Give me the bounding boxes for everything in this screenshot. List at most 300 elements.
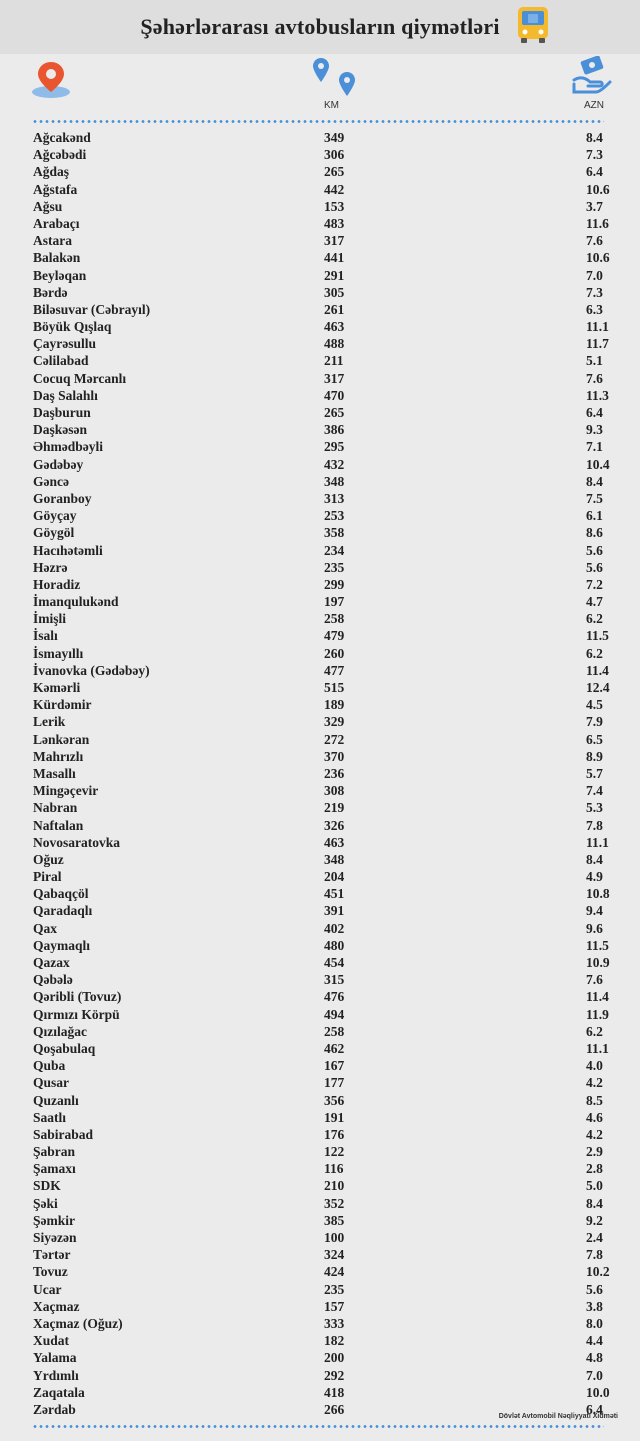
price-azn: 4.6	[586, 1109, 603, 1125]
table-row	[0, 1332, 640, 1349]
distance-km: 418	[324, 1384, 345, 1400]
distance-km: 253	[324, 508, 345, 524]
city-name: Qırmızı Körpü	[33, 1006, 120, 1022]
distance-km: 479	[324, 628, 345, 644]
table-row	[0, 559, 640, 576]
distance-km: 333	[324, 1315, 345, 1331]
price-azn: 11.5	[586, 937, 609, 953]
table-row	[0, 679, 640, 696]
city-name: Horadiz	[33, 576, 81, 592]
price-azn: 4.0	[586, 1058, 603, 1074]
distance-km: 463	[324, 834, 345, 850]
distance-km: 266	[324, 1401, 345, 1417]
table-row	[0, 920, 640, 937]
city-name: Qax	[33, 920, 58, 936]
city-name: Qoşabulaq	[33, 1040, 96, 1056]
city-name: Tovuz	[33, 1264, 68, 1280]
city-name: Ağsu	[33, 198, 63, 214]
city-name: Daşkəsən	[33, 422, 88, 438]
city-name: Quzanlı	[33, 1092, 79, 1108]
table-row	[0, 1212, 640, 1229]
table-row	[0, 1229, 640, 1246]
price-azn: 3.7	[586, 198, 603, 214]
price-azn: 6.4	[586, 164, 603, 180]
price-azn: 2.9	[586, 1144, 603, 1160]
distance-km: 477	[324, 662, 345, 678]
city-name: Goranboy	[33, 490, 92, 506]
table-row	[0, 731, 640, 748]
table-row	[0, 662, 640, 679]
price-azn: 7.2	[586, 576, 603, 592]
price-azn: 5.6	[586, 559, 603, 575]
table-row	[0, 456, 640, 473]
city-name: Biləsuvar (Cəbrayıl)	[33, 301, 151, 317]
distance-km: 451	[324, 886, 345, 902]
city-name: Ucar	[33, 1281, 62, 1297]
distance-km: 454	[324, 955, 345, 970]
city-name: İmanqulukənd	[33, 594, 119, 610]
distance-km: 463	[324, 319, 345, 335]
price-azn: 5.7	[586, 765, 603, 781]
distance-km: 204	[324, 869, 345, 885]
table-row	[0, 696, 640, 713]
distance-km: 265	[324, 405, 345, 420]
table-row	[0, 318, 640, 335]
distance-km: 189	[324, 697, 345, 713]
distance-km: 219	[324, 800, 345, 816]
header-divider	[32, 120, 604, 123]
table-row	[0, 1143, 640, 1160]
city-name: Çayrəsullu	[33, 336, 97, 352]
distance-km: 295	[324, 439, 345, 455]
distance-km: 470	[324, 387, 345, 403]
table-row	[0, 215, 640, 232]
price-azn: 7.3	[586, 147, 603, 163]
price-azn: 4.5	[586, 697, 603, 713]
hand-money-icon	[570, 56, 612, 96]
table-row	[0, 1177, 640, 1194]
city-name: İsalı	[33, 628, 58, 644]
price-azn: 11.6	[586, 215, 609, 231]
price-azn: 11.1	[586, 834, 609, 850]
city-name: Nabran	[33, 800, 78, 816]
price-azn: 8.4	[586, 473, 603, 489]
table-row	[0, 902, 640, 919]
table-row	[0, 627, 640, 644]
price-azn: 9.4	[586, 903, 603, 919]
table-row	[0, 593, 640, 610]
table-row	[0, 1263, 640, 1280]
price-azn: 5.6	[586, 542, 603, 558]
price-azn: 10.6	[586, 181, 610, 197]
price-azn: 8.6	[586, 525, 603, 541]
table-row	[0, 748, 640, 765]
price-azn: 11.3	[586, 387, 609, 403]
city-name: Göygöl	[33, 525, 75, 541]
city-name: Şabran	[33, 1144, 76, 1160]
city-name: Ağcakənd	[33, 130, 91, 145]
city-name: Böyük Qışlaq	[33, 319, 112, 335]
city-name: Xudat	[33, 1333, 70, 1349]
table-row	[0, 645, 640, 662]
distance-km: 182	[324, 1333, 345, 1349]
distance-km: 391	[324, 903, 345, 919]
city-name: Astara	[33, 233, 72, 249]
distance-km: 258	[324, 1023, 345, 1039]
table-row	[0, 576, 640, 593]
table-row	[0, 335, 640, 352]
bus-icon	[516, 5, 550, 45]
distance-km: 317	[324, 233, 345, 249]
source-footer: Dövlət Avtomobil Nəqliyyatı Xidməti	[498, 1413, 618, 1420]
price-azn: 3.8	[586, 1298, 603, 1314]
table-row	[0, 937, 640, 954]
distance-km: 432	[324, 456, 345, 472]
distance-km: 260	[324, 645, 345, 661]
price-azn: 11.7	[586, 336, 609, 352]
city-name: Beyləqan	[33, 267, 87, 283]
table-row	[0, 370, 640, 387]
distance-km: 402	[324, 920, 345, 936]
city-name: Ağstafa	[33, 181, 78, 197]
distance-km: 305	[324, 284, 345, 300]
price-azn: 6.2	[586, 1023, 603, 1039]
table-row	[0, 473, 640, 490]
price-azn: 7.5	[586, 490, 603, 506]
table-row	[0, 1281, 640, 1298]
price-azn: 4.8	[586, 1350, 603, 1366]
distance-km: 197	[324, 594, 345, 610]
city-name: Daş Salahlı	[33, 387, 98, 403]
city-name: Cocuq Mərcanlı	[33, 370, 127, 386]
table-row	[0, 542, 640, 559]
table-row	[0, 834, 640, 851]
distance-km: 292	[324, 1367, 345, 1383]
table-row	[0, 1160, 640, 1177]
price-azn: 4.7	[586, 594, 603, 610]
distance-km: 358	[324, 525, 345, 541]
city-name: İvanovka (Gədəbəy)	[33, 662, 150, 678]
price-azn: 10.2	[586, 1264, 610, 1280]
distance-km: 265	[324, 164, 345, 180]
distance-km: 176	[324, 1126, 345, 1142]
city-name: Xaçmaz (Oğuz)	[33, 1315, 123, 1331]
price-azn: 2.8	[586, 1161, 603, 1177]
price-azn: 5.0	[586, 1178, 603, 1194]
price-azn: 11.5	[586, 628, 609, 644]
city-name: Həzrə	[33, 559, 68, 575]
table-row	[0, 1349, 640, 1366]
distance-km: 210	[324, 1178, 345, 1194]
distance-km: 483	[324, 215, 345, 231]
table-row	[0, 301, 640, 318]
city-name: Xaçmaz	[33, 1298, 80, 1314]
price-azn: 7.8	[586, 817, 603, 833]
price-azn: 10.0	[586, 1384, 610, 1400]
distance-km: 308	[324, 783, 345, 799]
city-name: Yalama	[33, 1350, 77, 1366]
distance-km: 317	[324, 370, 345, 386]
city-name: Quba	[33, 1058, 66, 1074]
table-row	[0, 352, 640, 369]
distance-km: 386	[324, 422, 345, 438]
distance-km: 200	[324, 1350, 345, 1366]
page-title: Şəhərlərarası avtobusların qiymətləri	[140, 14, 500, 39]
city-name: Daşburun	[33, 405, 91, 420]
table-row	[0, 799, 640, 816]
distance-km: 235	[324, 559, 345, 575]
table-row	[0, 1367, 640, 1384]
city-name: Şəmkir	[33, 1212, 75, 1228]
table-row	[0, 817, 640, 834]
table-row	[0, 284, 640, 301]
table-row	[0, 267, 640, 284]
price-azn: 10.6	[586, 250, 610, 266]
price-azn: 8.4	[586, 1195, 603, 1211]
table-row	[0, 971, 640, 988]
city-name: Tərtər	[33, 1247, 71, 1263]
distance-km: 211	[324, 353, 344, 369]
city-name: Saatlı	[33, 1109, 67, 1125]
distance-km: 326	[324, 817, 345, 833]
city-name: Naftalan	[33, 817, 84, 833]
city-name: Qəbələ	[33, 972, 73, 988]
table-row	[0, 1246, 640, 1263]
table-row	[0, 421, 640, 438]
city-name: Zərdab	[33, 1401, 76, 1417]
city-name: Piral	[33, 869, 62, 885]
price-azn: 8.0	[586, 1315, 603, 1331]
distance-km: 116	[324, 1161, 344, 1177]
table-row	[0, 232, 640, 249]
price-azn: 10.9	[586, 955, 610, 970]
city-name: Hacıhətəmli	[33, 542, 103, 558]
city-name: Qızılağac	[33, 1023, 87, 1039]
city-name: Qazax	[33, 955, 70, 970]
city-name: Qaymaqlı	[33, 937, 91, 953]
city-name: Zaqatala	[33, 1384, 85, 1400]
distance-km: 153	[324, 198, 345, 214]
price-azn: 9.6	[586, 920, 603, 936]
table-row	[0, 524, 640, 541]
table-row	[0, 163, 640, 180]
city-name: Kürdəmir	[33, 697, 92, 713]
table-row	[0, 782, 640, 799]
price-azn: 8.4	[586, 851, 603, 867]
city-name: Sabirabad	[33, 1126, 94, 1142]
table-row	[0, 438, 640, 455]
table-row	[0, 954, 640, 971]
price-azn: 7.8	[586, 1247, 603, 1263]
city-name: Göyçay	[33, 508, 77, 524]
distance-km: 100	[324, 1230, 345, 1245]
city-name: SDK	[33, 1178, 61, 1194]
price-azn: 6.5	[586, 731, 603, 747]
price-azn: 7.3	[586, 284, 603, 300]
table-row	[0, 387, 640, 404]
table-row	[0, 1023, 640, 1040]
price-azn: 7.1	[586, 439, 603, 455]
table-row	[0, 713, 640, 730]
price-azn: 4.9	[586, 869, 603, 885]
price-azn: 6.4	[586, 405, 603, 420]
distance-km: 234	[324, 542, 345, 558]
distance-km: 476	[324, 989, 345, 1005]
distance-km: 299	[324, 576, 345, 592]
price-table	[0, 129, 640, 1418]
table-row	[0, 507, 640, 524]
city-name: Kəmərli	[33, 680, 81, 695]
price-azn: 6.4	[586, 1401, 603, 1417]
city-name: Oğuz	[33, 851, 64, 867]
price-azn: 7.6	[586, 233, 603, 249]
city-name: Yrdımlı	[33, 1367, 79, 1383]
price-azn: 2.4	[586, 1230, 603, 1245]
table-row	[0, 490, 640, 507]
price-azn: 8.9	[586, 748, 603, 764]
price-azn: 6.2	[586, 645, 603, 661]
price-azn: 11.4	[586, 989, 609, 1005]
distance-km: 313	[324, 490, 345, 506]
distance-km: 324	[324, 1247, 345, 1263]
distance-km: 261	[324, 301, 345, 317]
price-azn: 9.3	[586, 422, 603, 438]
distance-km: 329	[324, 714, 345, 730]
city-name: Lerik	[33, 714, 66, 730]
city-name: Şamaxı	[33, 1161, 76, 1177]
distance-km: 480	[324, 937, 345, 953]
distance-km: 272	[324, 731, 345, 747]
city-name: İsmayıllı	[33, 645, 84, 661]
city-name: Gəncə	[33, 473, 69, 489]
table-row	[0, 1006, 640, 1023]
table-row	[0, 198, 640, 215]
table-row	[0, 1074, 640, 1091]
azn-column-header: AZN	[584, 100, 604, 111]
city-name: Şəki	[33, 1195, 58, 1211]
table-row	[0, 988, 640, 1005]
distance-km: 494	[324, 1006, 345, 1022]
price-azn: 7.6	[586, 370, 603, 386]
table-row	[0, 1195, 640, 1212]
price-azn: 10.8	[586, 886, 610, 902]
location-pin-icon	[30, 58, 72, 100]
distance-km: 157	[324, 1298, 345, 1314]
distance-km: 235	[324, 1281, 345, 1297]
city-name: Siyəzən	[33, 1230, 77, 1245]
price-azn: 7.0	[586, 1367, 603, 1383]
distance-km: 306	[324, 147, 345, 163]
price-azn: 7.0	[586, 267, 603, 283]
city-name: Balakən	[33, 250, 81, 266]
price-azn: 7.9	[586, 714, 603, 730]
distance-km: 462	[324, 1040, 345, 1056]
city-name: Cəlilabad	[33, 353, 89, 369]
distance-km: 385	[324, 1212, 345, 1228]
price-azn: 9.2	[586, 1212, 603, 1228]
distance-km: 167	[324, 1058, 345, 1074]
city-name: Lənkəran	[33, 731, 90, 747]
price-azn: 11.1	[586, 319, 609, 335]
distance-km: 356	[324, 1092, 345, 1108]
city-name: Ağdaş	[33, 164, 70, 180]
table-row	[0, 885, 640, 902]
city-name: Mahrızlı	[33, 748, 84, 764]
distance-km: 352	[324, 1195, 345, 1211]
distance-km: 442	[324, 181, 345, 197]
table-row	[0, 1040, 640, 1057]
city-name: Masallı	[33, 765, 76, 781]
table-row	[0, 404, 640, 421]
city-name: Əhmədbəyli	[33, 439, 103, 455]
route-pins-icon	[310, 58, 358, 100]
price-azn: 6.2	[586, 611, 603, 627]
price-azn: 8.5	[586, 1092, 603, 1108]
city-name: İmişli	[33, 611, 67, 627]
price-azn: 5.6	[586, 1281, 603, 1297]
table-row	[0, 181, 640, 198]
distance-km: 291	[324, 267, 345, 283]
price-azn: 11.4	[586, 662, 609, 678]
city-name: Gədəbəy	[33, 456, 84, 472]
table-row	[0, 129, 640, 146]
table-row	[0, 868, 640, 885]
table-row	[0, 1315, 640, 1332]
city-name: Mingəçevir	[33, 783, 99, 799]
price-azn: 4.2	[586, 1075, 603, 1091]
km-column-header: KM	[324, 100, 339, 111]
price-azn: 4.2	[586, 1126, 603, 1142]
price-azn: 6.3	[586, 301, 603, 317]
price-azn: 10.4	[586, 456, 610, 472]
city-name: Ağcəbədi	[33, 147, 87, 163]
city-name: Arabaçı	[33, 215, 80, 231]
table-row	[0, 146, 640, 163]
price-azn: 11.1	[586, 1040, 609, 1056]
city-name: Qabaqçöl	[33, 886, 89, 902]
distance-km: 348	[324, 473, 345, 489]
table-row	[0, 765, 640, 782]
distance-km: 441	[324, 250, 345, 266]
table-row	[0, 1298, 640, 1315]
distance-km: 122	[324, 1144, 345, 1160]
city-name: Novosaratovka	[33, 834, 120, 850]
table-row	[0, 249, 640, 266]
table-row	[0, 1092, 640, 1109]
price-azn: 7.6	[586, 972, 603, 988]
footer-divider	[32, 1425, 604, 1428]
price-azn: 4.4	[586, 1333, 603, 1349]
distance-km: 370	[324, 748, 345, 764]
price-azn: 5.1	[586, 353, 603, 369]
table-row	[0, 610, 640, 627]
city-name: Qəribli (Tovuz)	[33, 989, 122, 1005]
price-azn: 7.4	[586, 783, 603, 799]
distance-km: 349	[324, 130, 345, 145]
table-row	[0, 1384, 640, 1401]
distance-km: 258	[324, 611, 345, 627]
price-azn: 5.3	[586, 800, 603, 816]
distance-km: 177	[324, 1075, 345, 1091]
distance-km: 515	[324, 680, 345, 695]
price-azn: 6.1	[586, 508, 603, 524]
distance-km: 236	[324, 765, 345, 781]
price-azn: 8.4	[586, 130, 603, 145]
table-row	[0, 1126, 640, 1143]
distance-km: 424	[324, 1264, 345, 1280]
table-row	[0, 851, 640, 868]
distance-km: 348	[324, 851, 345, 867]
